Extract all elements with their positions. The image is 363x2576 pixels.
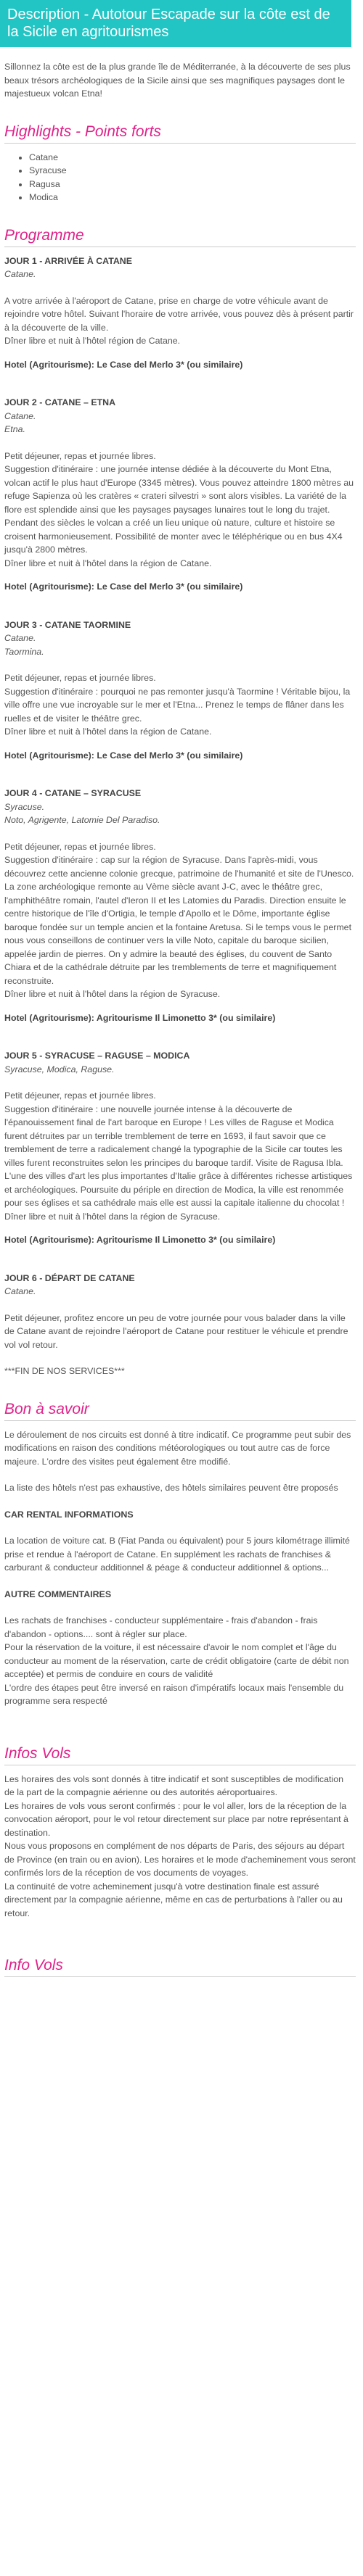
day-hotel: Hotel (Agritourisme): Agritourisme Il Limonetto 3* (ou similaire) bbox=[4, 1012, 276, 1023]
day-title: JOUR 5 - SYRACUSE – RAGUSE – MODICA bbox=[4, 1051, 190, 1061]
day-6 bbox=[4, 1272, 356, 1378]
day-4 bbox=[4, 787, 356, 1024]
day-1 bbox=[4, 254, 356, 372]
day-places: Syracuse, Modica, Raguse. bbox=[4, 1064, 115, 1074]
day-places-2: Taormina. bbox=[4, 646, 44, 657]
day-5 bbox=[4, 1049, 356, 1247]
day-places: Catane. bbox=[4, 410, 36, 421]
comments-heading: AUTRE COMMENTAIRES bbox=[4, 1589, 112, 1599]
day-2 bbox=[4, 396, 356, 594]
day-hotel: Hotel (Agritourisme): Agritourisme Il Limonetto 3* (ou similaire) bbox=[4, 1235, 276, 1245]
day-dinner: Dîner libre et nuit à l'hôtel dans la région de Syracuse. bbox=[4, 989, 221, 999]
day-title: JOUR 2 - CATANE – ETNA bbox=[4, 397, 116, 407]
day-text: Petit déjeuner, repas et journée libres. Suggestion d'itinéraire : une journée intense dédiée à la découverte du Mont Etna, volcan actif le plus haut d'Europe (3345 mètres). Vous pouvez atteindre 1800 mètres au refuge Sapienza où les cratères « crateri silvestri » sont alors visibles. La variété de la flore est splendide ainsi que les paysages paysages lunaires tout le long du trajet. Pendant des siècles le volcan a créé un lieu unique où nature, culture et histoire se croisent harmonieusement. Possibilité de monter avec le téléphérique ou en bus 4X4 jusqu'à 2800 mètres. bbox=[4, 450, 354, 555]
day-hotel: Hotel (Agritourisme): Le Case del Merlo 3* (ou similaire) bbox=[4, 581, 243, 592]
day-title: JOUR 3 - CATANE TAORMINE bbox=[4, 619, 131, 630]
heading-divider bbox=[4, 1976, 356, 1977]
bon-a-savoir-text-1: Le déroulement de nos circuits est donné à titre indicatif. Ce programme peut subir des modifications en raison des conditions météorologiques ou tout autre cas de force majeure. L'ordre des visites peut également être modifié. bbox=[4, 1429, 351, 1467]
day-dinner: Dîner libre et nuit à l'hôtel dans la région de Catane. bbox=[4, 726, 212, 737]
day-dinner: Dîner libre et nuit à l'hôtel dans la région de Syracuse. bbox=[4, 1211, 221, 1222]
page-title: Description - Autotour Escapade sur la côte est de la Sicile en agritourismes bbox=[0, 0, 351, 47]
infos-vols-section bbox=[4, 1744, 356, 1921]
day-text: A votre arrivée à l'aéroport de Catane, prise en charge de votre véhicule avant de rejoindre votre hôtel. Suivant l'horaire de votre arrivée, vous pouvez dès à présent partir à la découverte de la ville. bbox=[4, 295, 354, 333]
day-places-2: Etna. bbox=[4, 424, 25, 434]
end-of-services: ***FIN DE NOS SERVICES*** bbox=[4, 1366, 125, 1376]
programme-heading: Programme bbox=[4, 226, 84, 244]
intro-text: Sillonnez la côte est de la plus grande île de Méditerranée, à la découverte de ses plus beaux trésors archéologiques de la Sicile ainsi que ses magnifiques paysages dont le majestueux volcan Etna! bbox=[4, 62, 351, 99]
comments-text: Les rachats de franchises - conducteur supplémentaire - frais d'abandon - frais d'abandon - options.... sont à régler sur place. Pour la réservation de la voiture, il est nécessaire d'avoir le nom complet et l'âge du conducteur au moment de la réservation, carte de crédit obligatoire (carte de débit non acceptée) et permis de conduire en cours de validité L'ordre des étapes peut être inversé en raison d'impératifs locaux mais l'ensemble du programme sera respecté bbox=[4, 1615, 349, 1706]
day-text: Petit déjeuner, repas et journée libres. Suggestion d'itinéraire : pourquoi ne pas remonter jusqu'à Taormine ! Véritable bijou, la ville offre une vue incroyable sur le mer et l'Etna... Prenez le temps de flâner dans les ruelles et de visiter le théâtre grec. bbox=[4, 673, 351, 724]
day-text: Petit déjeuner, repas et journée libres. Suggestion d'itinéraire : cap sur la région de Syracuse. Dans l'après-midi, vous découvrez cette ancienne colonie grecque, patrimoine de l'humanité et site de l'Unesco. La zone archéologique remonte au Vème siècle avant J-C, avec le théâtre grec, l'amphithéâtre romain, l'autel d'Ieron II et les Latomies du Paradis. Direction ensuite le centre historique de l'île d'Ortigia, le temple d'Apollo et le Dôme, importante église baroque fondée sur un temple ancien et la fontaine Aretusa. Si le temps vous le permet nous vous conseillons de continuer vers la ville Noto, capitale du baroque sicilien, appelée jardin de pierres. On y admire la beauté des églises, du couvent de Santo Chiara et de la cathédrale détruite par les tremblements de terre et magnifiquement reconstruite. bbox=[4, 841, 354, 986]
day-dinner: Dîner libre et nuit à l'hôtel dans la région de Catane. bbox=[4, 558, 212, 568]
day-places: Catane. bbox=[4, 269, 36, 279]
highlights-section bbox=[4, 123, 356, 204]
bon-a-savoir-heading: Bon à savoir bbox=[4, 1400, 89, 1417]
highlights-heading: Highlights - Points forts bbox=[4, 123, 161, 140]
bon-a-savoir-text-2: La liste des hôtels n'est pas exhaustive, des hôtels similaires peuvent être proposés bbox=[4, 1483, 338, 1493]
programme-section bbox=[4, 226, 356, 1378]
list-item: • Ragusa bbox=[29, 178, 356, 191]
day-places: Catane. bbox=[4, 1286, 36, 1296]
list-item: • Modica bbox=[29, 191, 356, 204]
info-vols-section bbox=[4, 1956, 356, 1977]
list-item: • Catane bbox=[29, 151, 356, 165]
list-item: • Syracuse bbox=[29, 164, 356, 178]
bon-a-savoir-section bbox=[4, 1400, 356, 1708]
day-text: Petit déjeuner, repas et journée libres. Suggestion d'itinéraire : une nouvelle journée intense à la découverte de l'épanouissement final de l'art baroque en Europe ! Les villes de Raguse et Modica furent détruites par un terrible tremblement de terre en 1693, il faut savoir que ce tremblement de terre a radicalement changé la typographie de la Sicile car toutes les villes furent reconstruites selon les principes du baroque tardif. Visite de Ragusa Ibla. L'une des villes d'art les plus importantes d'Italie grâce à différentes richesse artistiques et archéologiques. Poursuite du périple en direction de Modica, la ville est renommée pour ses églises et sa cathédrale mais elle est aussi la capitale italienne du chocolat ! bbox=[4, 1090, 353, 1208]
day-dinner: Dîner libre et nuit à l'hôtel région de Catane. bbox=[4, 336, 181, 346]
car-rental-text: La location de voiture cat. B (Fiat Panda ou équivalent) pour 5 jours kilométrage illimité prise et rendue à l'aéroport de Catane. En supplément les rachats de franchises & carburant & conducteur additionnel & péage & conducteur additionnel & options... bbox=[4, 1536, 350, 1573]
day-places: Syracuse. bbox=[4, 801, 45, 812]
infos-vols-text: Les horaires des vols sont donnés à titre indicatif et sont susceptibles de modification de la part de la compagnie aérienne ou des autorités aéroportuaires. Les horaires de vols vous seront confirmés : pour le vol aller, lors de la réception de la convocation aéroport, pour le vol retour directement sur place par notre représentant à destination. Nous vous proposons en complément de nos départs de Paris, des séjours au départ de Province (en train ou en avion). Les horaires et le mode d'acheminement vous seront confirmés lors de la réception de vos documents de voyages. La continuité de votre acheminement jusqu'à votre destination finale est assuré directement par la compagnie aérienne, même en cas de perturbations à l'aller ou au retour. bbox=[4, 1773, 356, 1918]
day-title: JOUR 6 - DÉPART DE CATANE bbox=[4, 1272, 135, 1283]
heading-divider bbox=[4, 143, 356, 144]
day-title: JOUR 4 - CATANE – SYRACUSE bbox=[4, 788, 142, 798]
car-rental-heading: CAR RENTAL INFORMATIONS bbox=[4, 1509, 134, 1520]
heading-divider bbox=[4, 1420, 356, 1421]
highlights-list bbox=[4, 151, 356, 204]
day-3 bbox=[4, 618, 356, 763]
day-places-2: Noto, Agrigente, Latomie Del Paradiso. bbox=[4, 815, 160, 825]
day-title: JOUR 1 - ARRIVÉE À CATANE bbox=[4, 255, 133, 266]
day-hotel: Hotel (Agritourisme): Le Case del Merlo 3* (ou similaire) bbox=[4, 750, 243, 761]
info-vols-heading: Info Vols bbox=[4, 1957, 63, 1974]
day-hotel: Hotel (Agritourisme): Le Case del Merlo 3* (ou similaire) bbox=[4, 359, 243, 370]
day-text: Petit déjeuner, profitez encore un peu de votre journée pour vous balader dans la ville de Catane avant de rejoindre l'aéroport de Catane pour restituer le véhicule et prendre vol vol retour. bbox=[4, 1312, 348, 1350]
infos-vols-heading: Infos Vols bbox=[4, 1744, 71, 1762]
day-places: Catane. bbox=[4, 633, 36, 643]
